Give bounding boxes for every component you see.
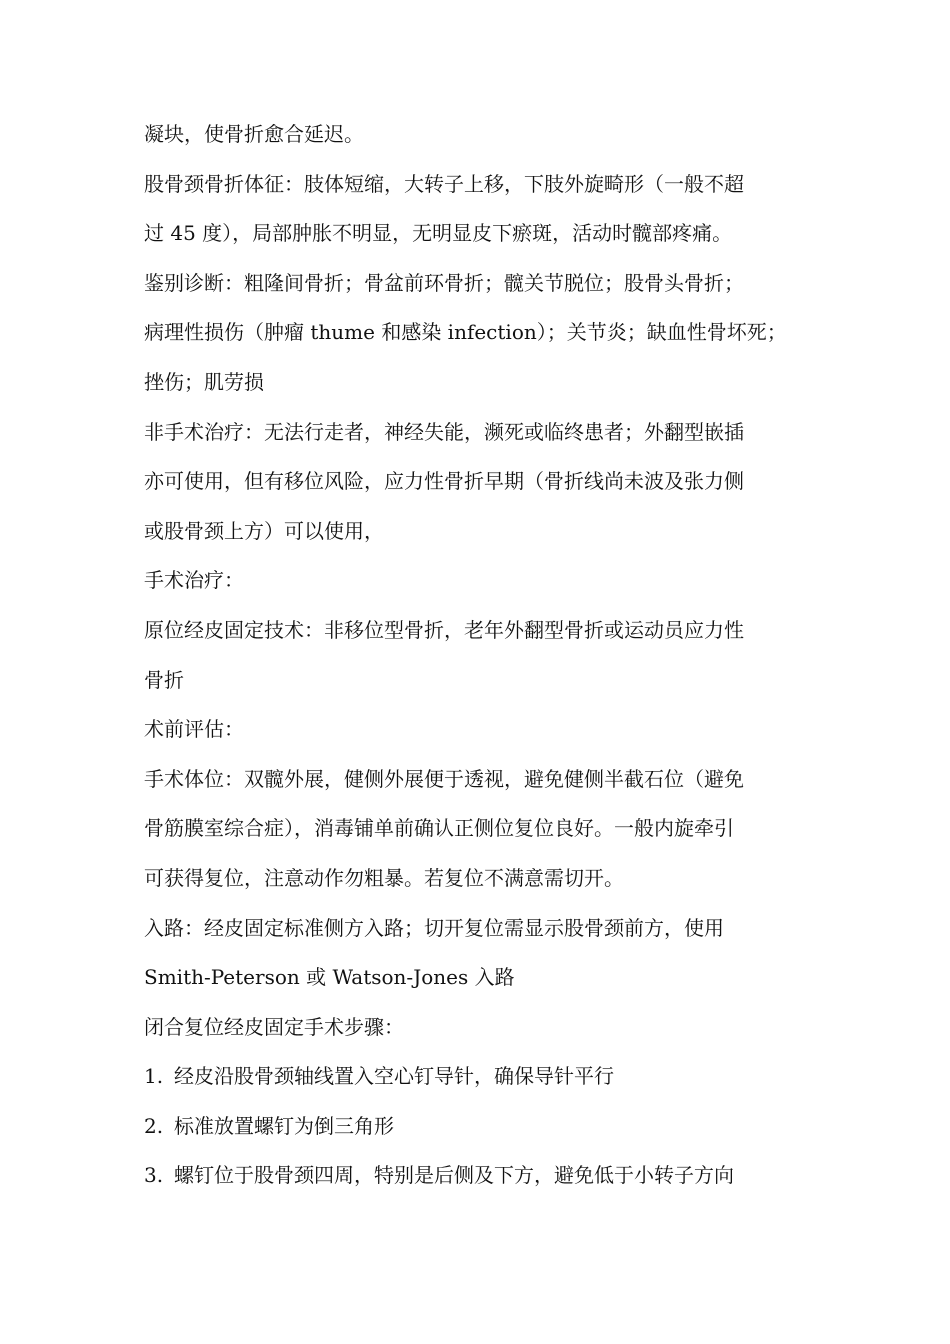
text-line: 骨折 — [144, 667, 184, 692]
text-line: 非手术治疗：无法行走者，神经失能，濒死或临终患者；外翻型嵌插 — [144, 419, 744, 444]
text-line: Smith-Peterson 或 Watson-Jones 入路 — [144, 965, 515, 990]
list-item — [144, 1151, 810, 1201]
section-heading: 术前评估： — [144, 717, 244, 742]
text-line: 股骨颈骨折体征：肢体短缩，大转子上移，下肢外旋畸形（一般不超 — [144, 171, 744, 196]
list-text: 经皮沿股骨颈轴线置入空心钉导针，确保导针平行 — [174, 1064, 614, 1089]
document-body — [144, 110, 810, 1201]
list-number: 1. — [144, 1064, 164, 1089]
list-number: 2. — [144, 1113, 164, 1138]
section-heading: 闭合复位经皮固定手术步骤： — [144, 1014, 404, 1039]
text-line: 入路：经皮固定标准侧方入路；切开复位需显示股骨颈前方，使用 — [144, 915, 724, 940]
text-line: 原位经皮固定技术：非移位型骨折，老年外翻型骨折或运动员应力性 — [144, 617, 744, 642]
list-text: 螺钉位于股骨颈四周，特别是后侧及下方，避免低于小转子方向 — [174, 1163, 734, 1188]
text-line: 或股骨颈上方）可以使用， — [144, 518, 384, 543]
section-heading: 手术治疗： — [144, 568, 244, 593]
text-line: 挫伤；肌劳损 — [144, 369, 264, 394]
list-text: 标准放置螺钉为倒三角形 — [174, 1113, 394, 1138]
list-number: 3. — [144, 1163, 164, 1188]
text-line: 鉴别诊断：粗隆间骨折；骨盆前环骨折；髋关节脱位；股骨头骨折； — [144, 270, 744, 295]
text-line: 手术体位：双髋外展，健侧外展便于透视，避免健侧半截石位（避免 — [144, 766, 744, 791]
list-item — [144, 1102, 810, 1152]
list-item — [144, 1052, 810, 1102]
text-line: 过 45 度），局部肿胀不明显，无明显皮下瘀斑，活动时髋部疼痛。 — [144, 221, 733, 246]
text-line: 凝块，使骨折愈合延迟。 — [144, 122, 364, 146]
text-line: 病理性损伤（肿瘤 thume 和感染 infection）；关节炎；缺血性骨坏死； — [144, 320, 787, 345]
text-line: 亦可使用，但有移位风险，应力性骨折早期（骨折线尚未波及张力侧 — [144, 469, 744, 494]
text-line: 骨筋膜室综合症），消毒铺单前确认正侧位复位良好。一般内旋牵引 — [144, 816, 734, 841]
text-line: 可获得复位，注意动作勿粗暴。若复位不满意需切开。 — [144, 865, 624, 890]
